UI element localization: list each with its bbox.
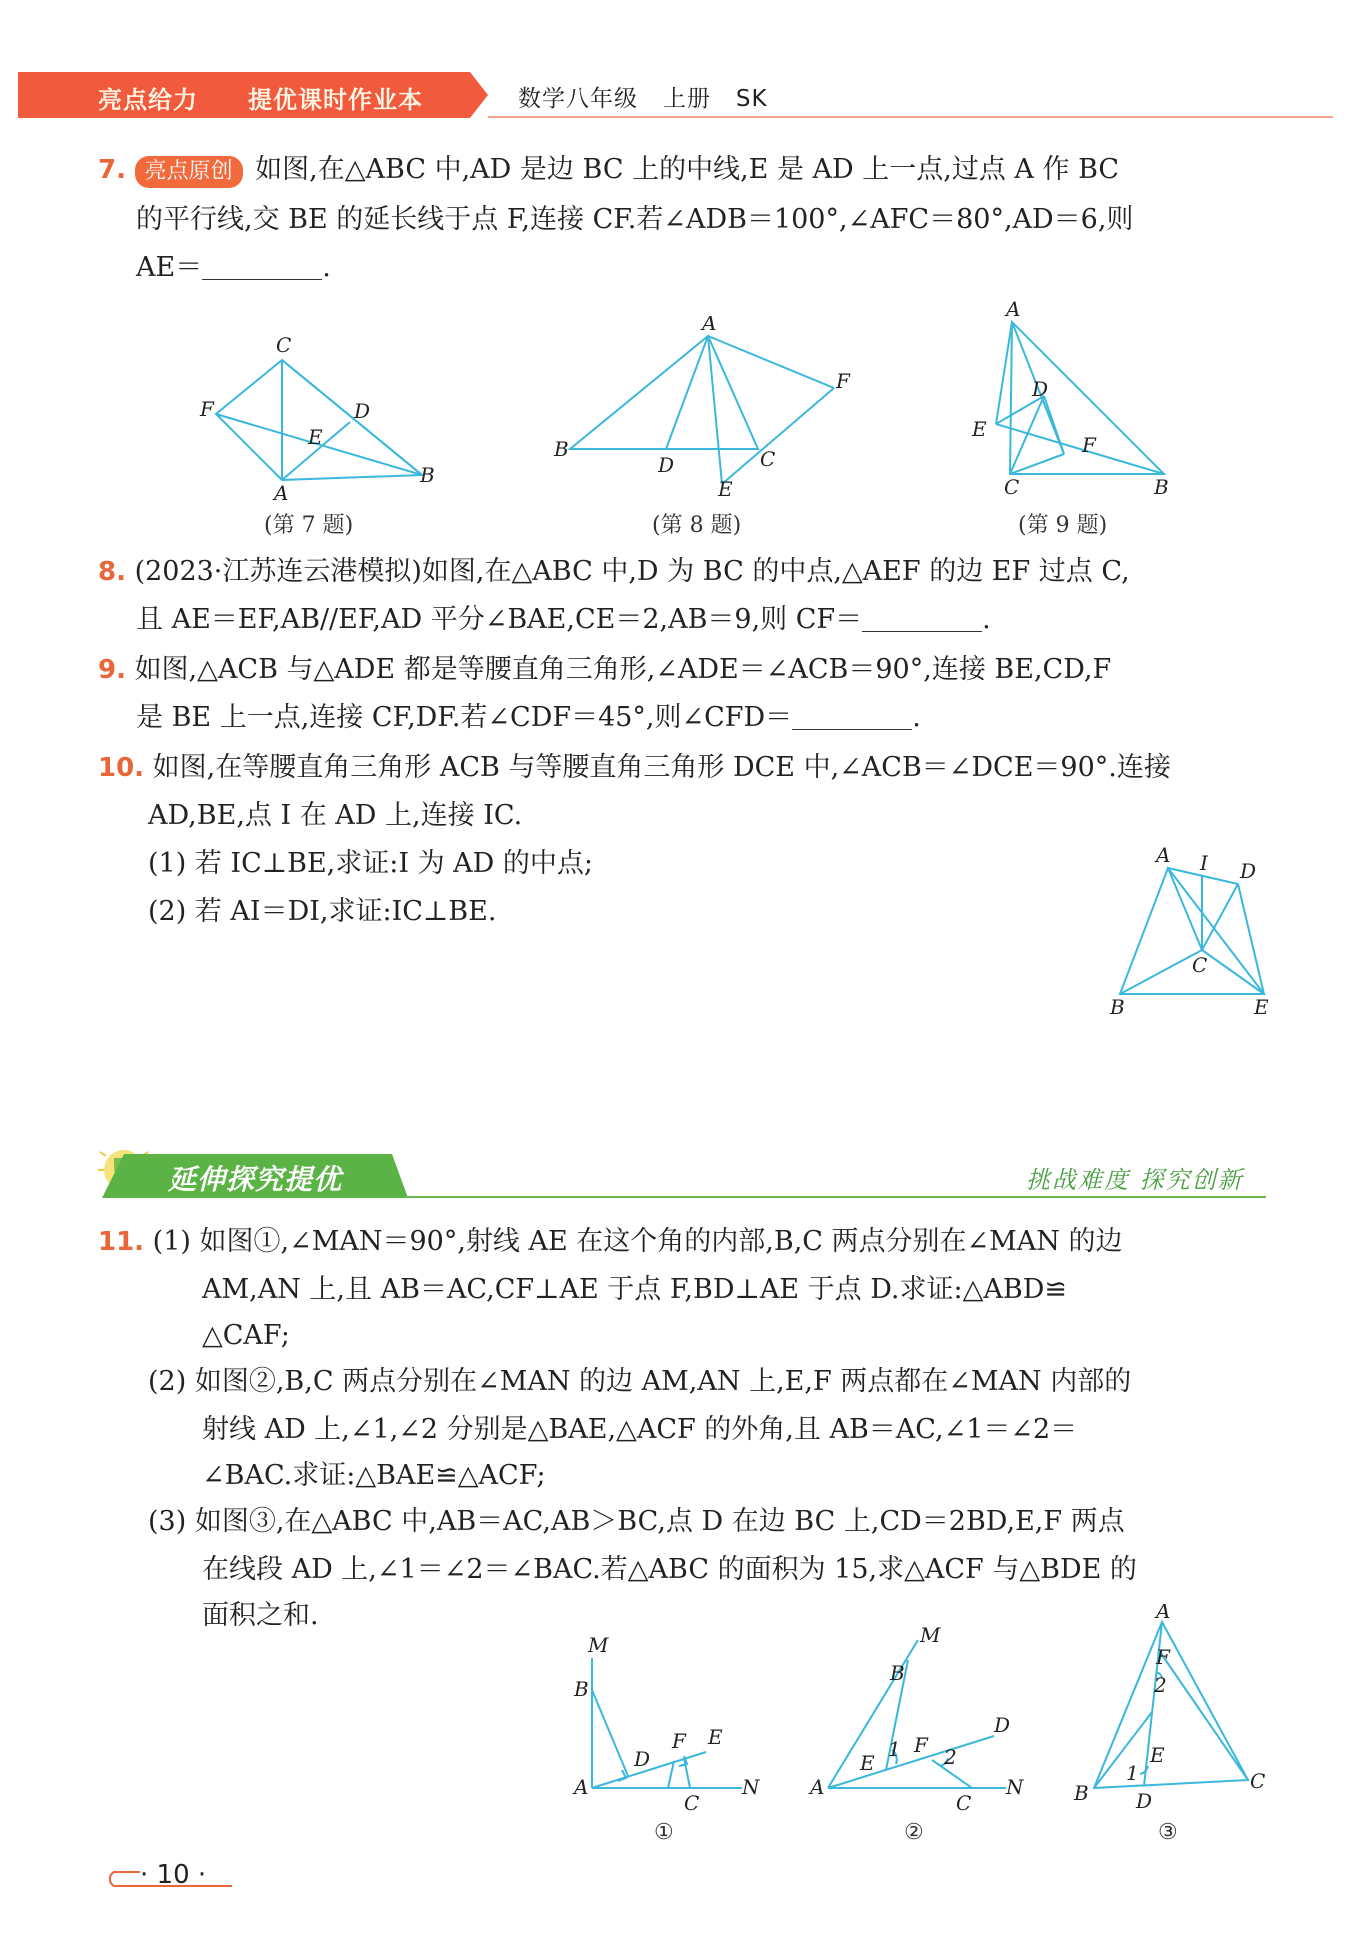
- q9-line-2: 是 BE 上一点,连接 CF,DF.若∠CDF＝45°,则∠CFD＝ .: [136, 702, 921, 733]
- svg-text:D: D: [1136, 1789, 1153, 1813]
- header-volume: 上册: [662, 86, 711, 112]
- q7-text-1: 如图,在△ABC 中,AD 是边 BC 上的中线,E 是 AD 上一点,过点 A 作 BC: [255, 154, 1120, 185]
- q11-p3-text-2: 在线段 AD 上,∠1＝∠2＝∠BAC.若△ABC 的面积为 15,求△ACF 与△BDE 的: [202, 1554, 1137, 1585]
- q7-text-2: 的平行线,交 BE 的延长线于点 F,连接 CF.若∠ADB＝100°,∠AFC＝80°,AD＝6,则: [136, 204, 1134, 235]
- svg-text:C: C: [1250, 1769, 1266, 1793]
- svg-text:C: C: [760, 447, 776, 471]
- q10-line-1: [98, 748, 1171, 788]
- svg-text:A: A: [574, 1775, 589, 1799]
- figure-q11-2: [808, 1620, 1038, 1820]
- figure-q9: [960, 300, 1180, 500]
- svg-text:A: A: [1006, 300, 1021, 321]
- svg-text:C: C: [684, 1791, 700, 1815]
- q8-line-2: 且 AE＝EF,AB//EF,AD 平分∠BAE,CE＝2,AB＝9,则 CF＝ .: [136, 604, 991, 635]
- svg-text:F: F: [836, 369, 850, 393]
- q11-p3-text-1: (3) 如图③,在△ABC 中,AB＝AC,AB＞BC,点 D 在边 BC 上,CD＝2BD,E,F 两点: [148, 1506, 1125, 1537]
- fig7-quad: [216, 360, 422, 480]
- q8-answer-blank[interactable]: [862, 605, 982, 632]
- q9-number: 9.: [98, 655, 126, 685]
- q9-answer-blank[interactable]: [792, 703, 912, 730]
- q8-line-1: [98, 552, 1130, 592]
- fig7-label: C: [276, 333, 292, 357]
- svg-text:D: D: [994, 1713, 1011, 1737]
- svg-text:A: A: [810, 1775, 825, 1799]
- svg-text:E: E: [972, 417, 987, 441]
- svg-text:E: E: [860, 1751, 875, 1775]
- q8-text-1: (2023·江苏连云港模拟)如图,在△ABC 中,D 为 BC 的中点,△AEF 的边 EF 过点 C,: [134, 556, 1130, 587]
- svg-text:D: D: [634, 1747, 651, 1771]
- q7-answer-blank[interactable]: [202, 253, 322, 280]
- svg-text:C: C: [956, 1791, 972, 1815]
- fig9-caption: (第 9 题): [1018, 513, 1108, 538]
- svg-text:D: D: [1032, 377, 1049, 401]
- header-subject: 数学八年级: [518, 86, 638, 112]
- q7-line-1: [98, 150, 1119, 190]
- fig8-caption: (第 8 题): [652, 513, 742, 538]
- q7-number: 7.: [98, 155, 126, 185]
- q11-p1-text-2: AM,AN 上,且 AB＝AC,CF⊥AE 于点 F,BD⊥AE 于点 D.求证:△ABD≌: [202, 1274, 1067, 1305]
- q11-p1-text-1: (1) 如图①,∠MAN＝90°,射线 AE 在这个角的内部,B,C 两点分别在∠MAN 的边: [152, 1226, 1123, 1257]
- q9-text-2: 是 BE 上一点,连接 CF,DF.若∠CDF＝45°,则∠CFD＝: [136, 702, 793, 733]
- svg-text:B: B: [890, 1661, 905, 1685]
- svg-text:B: B: [574, 1677, 589, 1701]
- fig11-3-caption: ③: [1158, 1820, 1178, 1845]
- q10-part-2: (2) 若 AI＝DI,求证:IC⊥BE.: [148, 896, 497, 927]
- svg-text:D: D: [658, 453, 675, 477]
- header-subject-info: [518, 80, 768, 113]
- svg-text:A: A: [702, 316, 717, 335]
- figure-q11-1: [566, 1630, 766, 1830]
- q11-line-1: [98, 1222, 1123, 1262]
- figure-q8: [548, 316, 858, 506]
- q11-number: 11.: [98, 1227, 145, 1257]
- header-series: 提优课时作业本: [248, 86, 423, 114]
- q9-text-1: 如图,△ACB 与△ADE 都是等腰直角三角形,∠ADE＝∠ACB＝90°,连接 BE,CD,F: [134, 654, 1112, 685]
- q10-number: 10.: [98, 753, 145, 783]
- header-brand: 亮点给力: [98, 86, 198, 114]
- svg-text:B: B: [554, 437, 569, 461]
- svg-text:F: F: [200, 397, 214, 421]
- svg-text:B: B: [1110, 995, 1125, 1019]
- svg-text:F: F: [672, 1729, 686, 1753]
- svg-text:E: E: [1254, 995, 1269, 1019]
- svg-text:1: 1: [888, 1737, 901, 1761]
- svg-text:2: 2: [944, 1745, 957, 1769]
- svg-text:1: 1: [1126, 1761, 1139, 1785]
- section-divider: [406, 1196, 1266, 1198]
- q7-line-3: AE＝ .: [136, 252, 331, 283]
- svg-text:N: N: [742, 1775, 760, 1799]
- svg-text:N: N: [1006, 1775, 1024, 1799]
- svg-text:A: A: [1156, 843, 1171, 867]
- svg-text:E: E: [308, 425, 323, 449]
- q7-text-3: AE＝: [136, 252, 203, 283]
- svg-text:I: I: [1200, 851, 1208, 875]
- svg-text:C: C: [1004, 475, 1020, 499]
- svg-text:B: B: [420, 463, 435, 487]
- figure-q11-3: [1068, 1604, 1288, 1814]
- svg-text:E: E: [1150, 1743, 1165, 1767]
- svg-text:A: A: [274, 481, 289, 500]
- svg-text:M: M: [920, 1623, 941, 1647]
- q11-p2-text-1: (2) 如图②,B,C 两点分别在∠MAN 的边 AM,AN 上,E,F 两点都在∠MAN 内部的: [148, 1366, 1132, 1397]
- header-edition: SK: [735, 86, 768, 112]
- svg-text:A: A: [1156, 1604, 1171, 1623]
- svg-text:B: B: [1154, 475, 1169, 499]
- svg-text:F: F: [914, 1733, 928, 1757]
- q10-text-1: 如图,在等腰直角三角形 ACB 与等腰直角三角形 DCE 中,∠ACB＝∠DCE＝90°.连接: [152, 752, 1171, 783]
- q11-p2-text-3: ∠BAC.求证:△BAE≌△ACF;: [202, 1460, 546, 1491]
- svg-text:M: M: [588, 1633, 609, 1657]
- fig11-1-caption: ①: [654, 1820, 674, 1845]
- q8-text-2: 且 AE＝EF,AB//EF,AD 平分∠BAE,CE＝2,AB＝9,则 CF＝: [136, 604, 863, 635]
- figure-q10: [1100, 842, 1280, 1022]
- fig11-2-caption: ②: [904, 1820, 924, 1845]
- svg-text:B: B: [1074, 1781, 1089, 1805]
- svg-text:F: F: [1156, 1645, 1170, 1669]
- fig7-caption: (第 7 题): [264, 513, 354, 538]
- q10-text-2: AD,BE,点 I 在 AD 上,连接 IC.: [148, 800, 523, 831]
- q7-tag: 亮点原创: [135, 156, 243, 188]
- svg-text:D: D: [1240, 859, 1257, 883]
- svg-text:2: 2: [1154, 1673, 1167, 1697]
- svg-text:C: C: [1192, 953, 1208, 977]
- section-title: 延伸探究提优: [168, 1163, 343, 1196]
- svg-text:D: D: [354, 399, 371, 423]
- svg-text:F: F: [1082, 433, 1096, 457]
- q11-p3-text-3: 面积之和.: [202, 1600, 319, 1631]
- svg-text:E: E: [718, 477, 733, 501]
- page-number: · 10 ·: [140, 1860, 207, 1890]
- q10-part-1: (1) 若 IC⊥BE,求证:I 为 AD 的中点;: [148, 848, 594, 879]
- svg-text:E: E: [708, 1725, 723, 1749]
- section-subtitle: 挑战难度 探究创新: [1026, 1166, 1244, 1194]
- q9-line-1: [98, 650, 1111, 690]
- q8-number: 8.: [98, 557, 126, 587]
- header-divider: [488, 116, 1333, 118]
- q11-p2-text-2: 射线 AD 上,∠1,∠2 分别是△BAE,△ACF 的外角,且 AB＝AC,∠1＝∠2＝: [202, 1414, 1078, 1445]
- q11-p1-text-3: △CAF;: [202, 1320, 290, 1351]
- figure-q7: [190, 330, 450, 500]
